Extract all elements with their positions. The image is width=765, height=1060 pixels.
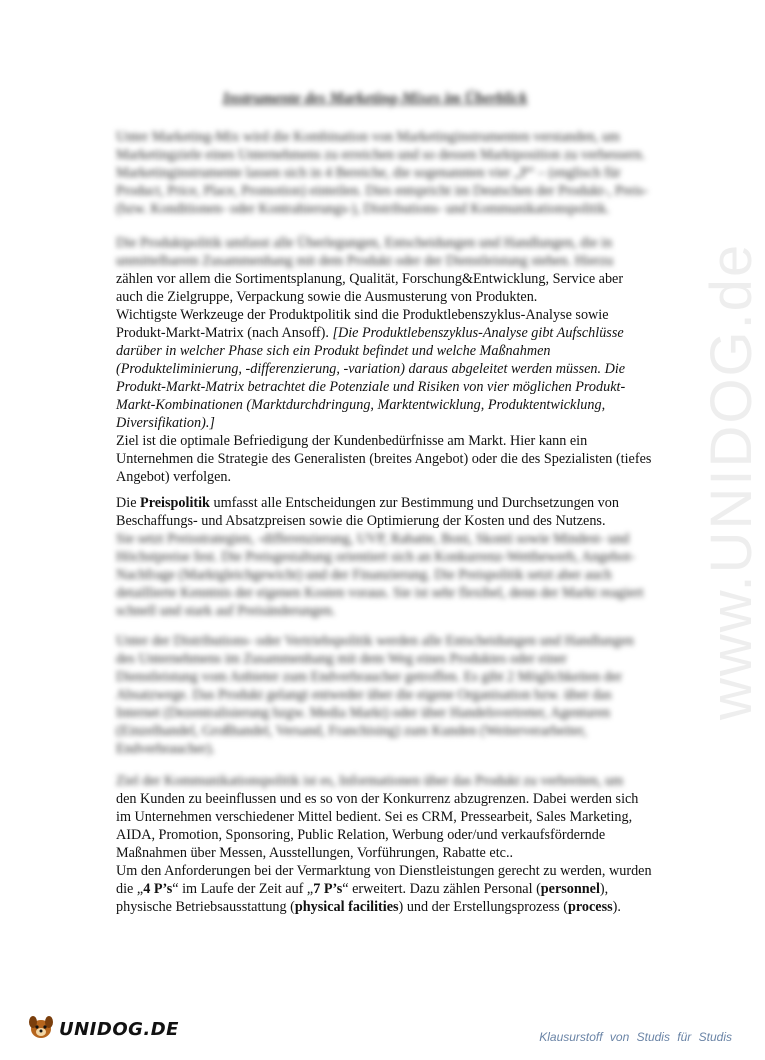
preis-paragraph xyxy=(116,494,652,530)
watermark: www.UNIDOG.de xyxy=(699,242,764,720)
kommunikation-text: den Kunden zu beeinflussen und es so von der Konkurrenz abzugrenzen. Dabei werden sich im Unternehmen verschiedener Mittel bedient. Sei es CRM, Pressearbeit, Sales Marketing, AIDA, Promotion, Sponsoring, Public Relation, Werbung oder/und verkaufsfördernde Maßnahmen über Messen, Ausstellungen, Vorführungen, Rabatte etc.. xyxy=(116,791,639,861)
intro-paragraph xyxy=(116,128,652,218)
logo-text: UNIDOG.DE xyxy=(59,1019,179,1040)
ps-part-a: Um den Anforderungen bei der Vermarktung von Dienstleistungen gerecht zu werden, wurden die „ xyxy=(116,863,652,897)
produkt-line-2: auch die Zielgruppe, Verpackung sowie die Ausmusterung von Produkten. xyxy=(116,289,538,305)
produkt-line-1: zählen vor allem die Sortimentsplanung, Qualität, Forschung&Entwicklung, Service aber xyxy=(116,271,624,287)
ps-part-i: ) und der Erstellungsprozess ( xyxy=(398,899,568,915)
produkt-line-4-wrapper xyxy=(116,324,652,432)
preis-blurred: Sie setzt Preisstrategien, -differenzierung, UVP, Rabatte, Boni, Skonti sowie Mindest- und Höchstpreise fest. Die Preisgestaltung orientiert sich an Konkurrenz-Wettbewerb, Angebot-Nachfrage (Marktgleichgewicht) und der Finanzierung. Die Preispolitik setzt aber auch detaillierte Kenntnis der eigenen Kosten voraus. Sie ist sehr flexibel, denn der Markt reagiert schnell und stark auf Preisänderungen. xyxy=(116,531,644,619)
ps-part-g: ), physische Betriebsausstattung ( xyxy=(116,881,609,915)
dog-mascot-icon xyxy=(26,1012,56,1047)
ps-part-k: ). xyxy=(612,899,621,915)
preis-intro: Die xyxy=(116,495,137,511)
four-ps-term: 4 P’s xyxy=(143,881,173,897)
produktpolitik-section xyxy=(116,234,652,486)
document-title: Instrumente des Marketing-Mixes im Überblick xyxy=(222,90,528,107)
personnel-term: personnel xyxy=(540,881,600,897)
seven-ps-term: 7 P’s xyxy=(313,881,343,897)
ps-part-e: “ erweitert. Dazu zählen Personal ( xyxy=(342,881,541,897)
kommunikationspolitik-section xyxy=(116,772,652,916)
produkt-italic-note: [Die Produktlebenszyklus-Analyse gibt Aufschlüsse darüber in welcher Phase sich ein Produkt befindet und welche Maßnahmen (Produkteliminierung, -differenzierung, -variation) daraus abgeleitet werden müssen. Die Produkt-Markt-Matrix betrachtet die Potenziale und Risiken von vier möglichen Produkt-Markt-Kombinationen (Marktdurchdringung, Marktentwicklung, Produktentwicklung, Diversifikation).] xyxy=(116,325,626,431)
produkt-line-3: Wichtigste Werkzeuge der Produktpolitik sind die Produktlebenszyklus-Analyse sowie xyxy=(116,307,609,323)
kommunikation-blurred: Ziel der Kommunikationspolitik ist es, Informationen über das Produkt zu verbreiten, um xyxy=(116,773,624,789)
produkt-ziel: Ziel ist die optimale Befriedigung der Kundenbedürfnisse am Markt. Hier kann ein Unternehmen die Strategie des Generalisten (breites Angebot) oder die des Spezialisten (tiefes Angebot) verfolgen. xyxy=(116,433,652,485)
produkt-intro-blurred: Die Produktpolitik umfasst alle Überlegungen, Entscheidungen und Handlungen, die in unmittelbarem Zusammenhang mit dem Produkt oder der Dienstleistung stehen. Hierzu xyxy=(116,235,614,269)
distribution-text: Unter der Distributions- oder Vertriebspolitik werden alle Entscheidungen und Handlungen des Unternehmens im Zusammenhang mit dem Weg eines Produktes oder einer Dienstleistung vom Anbieter zum Endverbraucher getroffen. Es gibt 2 Möglichkeiten der Absatzwege. Das Produkt gelangt entweder über die eigene Organisation bzw. über das Internet (Dezentralisierung bzgw. Media Markt) oder über Handelsvertreter, Agenturen (Einzelhandel, Großhandel, Versand, Franchising) zum Kunden (Weiterverarbeiter, Endverbraucher). xyxy=(116,633,634,757)
footer-tagline: Klausurstoff von Studis für Studis xyxy=(539,1030,732,1044)
ps-part-c: “ im Laufe der Zeit auf „ xyxy=(172,881,314,897)
preispolitik-section xyxy=(116,494,652,620)
preis-term: Preispolitik xyxy=(140,495,210,511)
process-term: process xyxy=(567,899,613,915)
produkt-line-4: Produkt-Markt-Matrix (nach Ansoff). xyxy=(116,325,329,341)
physical-facilities-term: physical facilities xyxy=(294,899,399,915)
seven-ps-paragraph xyxy=(116,862,652,916)
preis-rest: umfasst alle Entscheidungen zur Bestimmung und Durchsetzungen von Beschaffungs- und Absatzpreisen sowie die Optimierung der Kosten und des Nutzens. xyxy=(116,495,619,529)
distributionspolitik-section xyxy=(116,632,652,758)
intro-text: Unter Marketing-Mix wird die Kombination von Marketinginstrumenten verstanden, um Marketingziele eines Unternehmens zu erreichen und so dessen Marktposition zu verbessern. Marketinginstrumente lassen sich in 4 Bereiche, die sogenannten vier „P“ – (englisch für Product, Price, Place, Promotion) einteilen. Dies entspricht im Deutschen der Produkt-, Preis- (bzw. Konditionen- oder Kontrahierungs-), Distributions- und Kommunikationspolitik. xyxy=(116,129,648,217)
unidog-logo[interactable] xyxy=(26,1012,179,1047)
